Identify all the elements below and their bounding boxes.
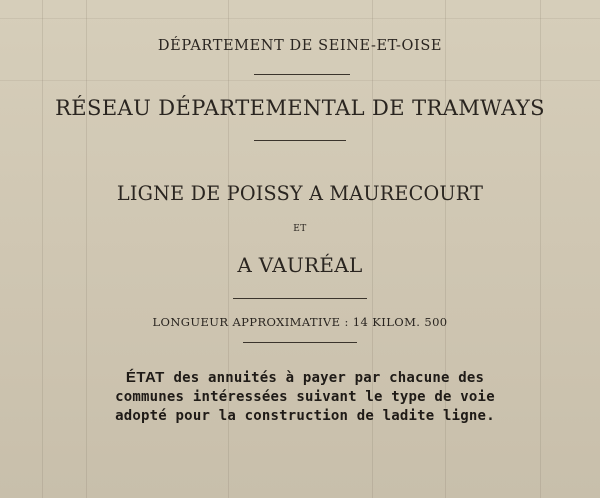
line-title-secondary: A VAURÉAL: [237, 253, 363, 277]
divider-rule: [243, 342, 357, 343]
ghost-line: [42, 0, 43, 498]
ghost-line: [0, 18, 600, 19]
statement-line: [60, 368, 550, 388]
network-heading: RÉSEAU DÉPARTEMENTAL DE TRAMWAYS: [55, 96, 545, 120]
ghost-line: [0, 80, 600, 81]
statement-line: communes intéressées suivant le type de voie: [115, 389, 495, 405]
statement-line-rest: des annuités à payer par chacune des: [164, 370, 485, 386]
divider-rule: [254, 140, 346, 141]
statement-lead: ÉTAT: [125, 369, 165, 386]
divider-rule: [254, 74, 350, 75]
length-text: LONGUEUR APPROXIMATIVE : 14 KILOM. 500: [152, 315, 448, 329]
conjunction-text: ET: [293, 224, 307, 234]
statement-paragraph: [60, 368, 550, 426]
statement-line: adopté pour la construction de ladite ligne.: [115, 408, 495, 424]
department-heading: DÉPARTEMENT DE SEINE-ET-OISE: [157, 38, 443, 54]
line-title: LIGNE DE POISSY A MAURECOURT: [116, 181, 484, 205]
divider-rule: [233, 298, 367, 299]
